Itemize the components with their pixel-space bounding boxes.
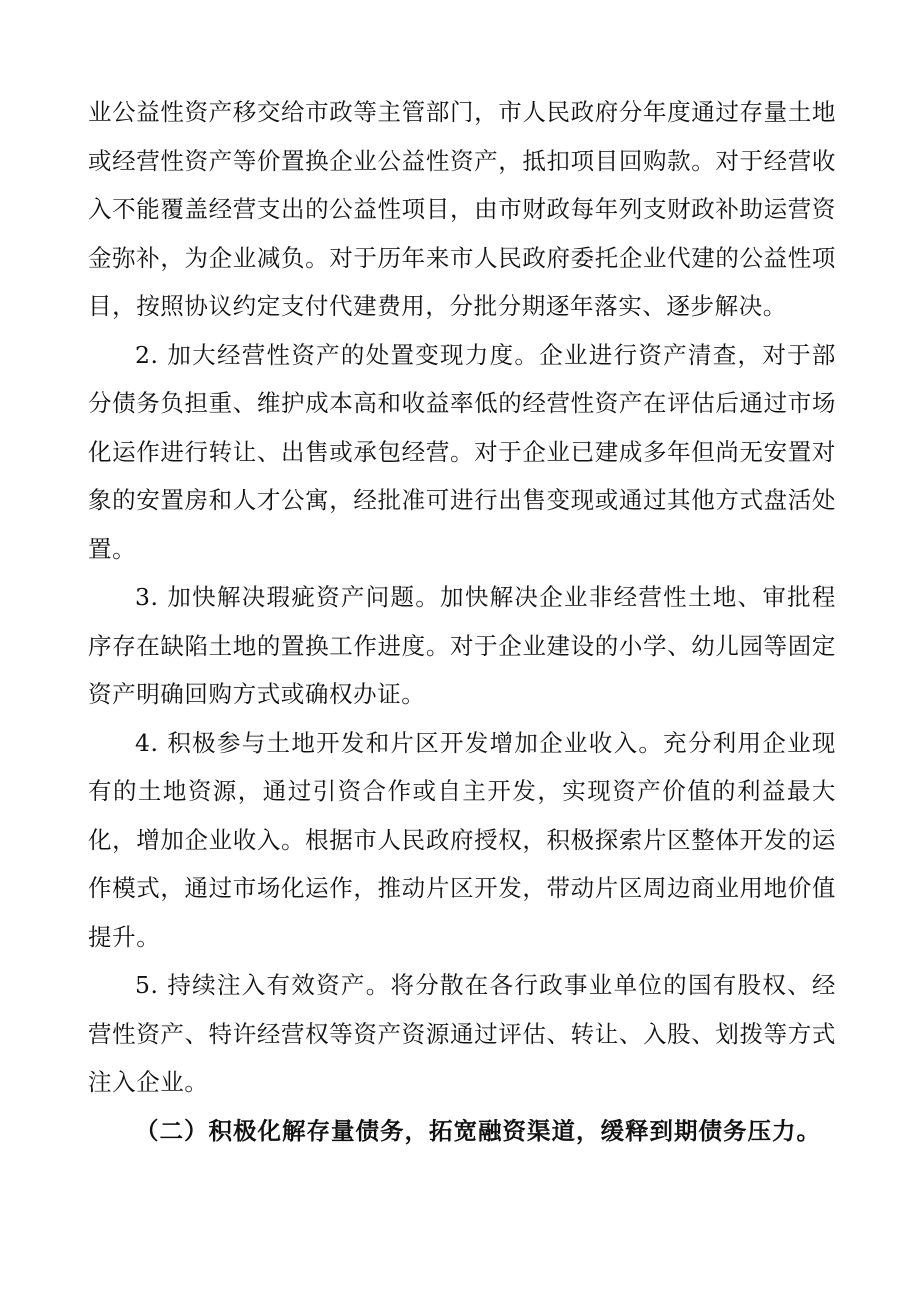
document-page <box>88 88 836 1155</box>
paragraph-item-2: 2. 加大经营性资产的处置变现力度。企业进行资产清查，对于部分债务负担重、维护成本高和收益率低的经营性资产在评估后通过市场化运作进行转让、出售或承包经营。对于企业已建成多年但尚无安置对象的安置房和人才公寓，经批准可进行出售变现或通过其他方式盘活处置。 <box>88 340 836 563</box>
paragraph-continuation: 业公益性资产移交给市政等主管部门，市人民政府分年度通过存量土地或经营性资产等价置换企业公益性资产，抵扣项目回购款。对于经营收入不能覆盖经营支出的公益性项目，由市财政每年列支财政补助运营资金弥补，为企业减负。对于历年来市人民政府委托企业代建的公益性项目，按照协议约定支付代建费用，分批分期逐年落实、逐步解决。 <box>88 98 836 320</box>
paragraph-item-5: 5. 持续注入有效资产。将分散在各行政事业单位的国有股权、经营性资产、特许经营权等资产资源通过评估、转让、入股、划拨等方式注入企业。 <box>88 971 836 1096</box>
paragraph-item-4: 4. 积极参与土地开发和片区开发增加企业收入。充分利用企业现有的土地资源，通过引资合作或自主开发，实现资产价值的利益最大化，增加企业收入。根据市人民政府授权，积极探索片区整体开发的运作模式，通过市场化运作，推动片区开发，带动片区周边商业用地价值提升。 <box>88 728 836 951</box>
paragraph-item-3: 3. 加快解决瑕疵资产问题。加快解决企业非经营性土地、审批程序存在缺陷土地的置换工作进度。对于企业建设的小学、幼儿园等固定资产明确回购方式或确权办证。 <box>88 583 836 708</box>
section-heading: （二）积极化解存量债务，拓宽融资渠道，缓释到期债务压力。 <box>135 1116 821 1145</box>
